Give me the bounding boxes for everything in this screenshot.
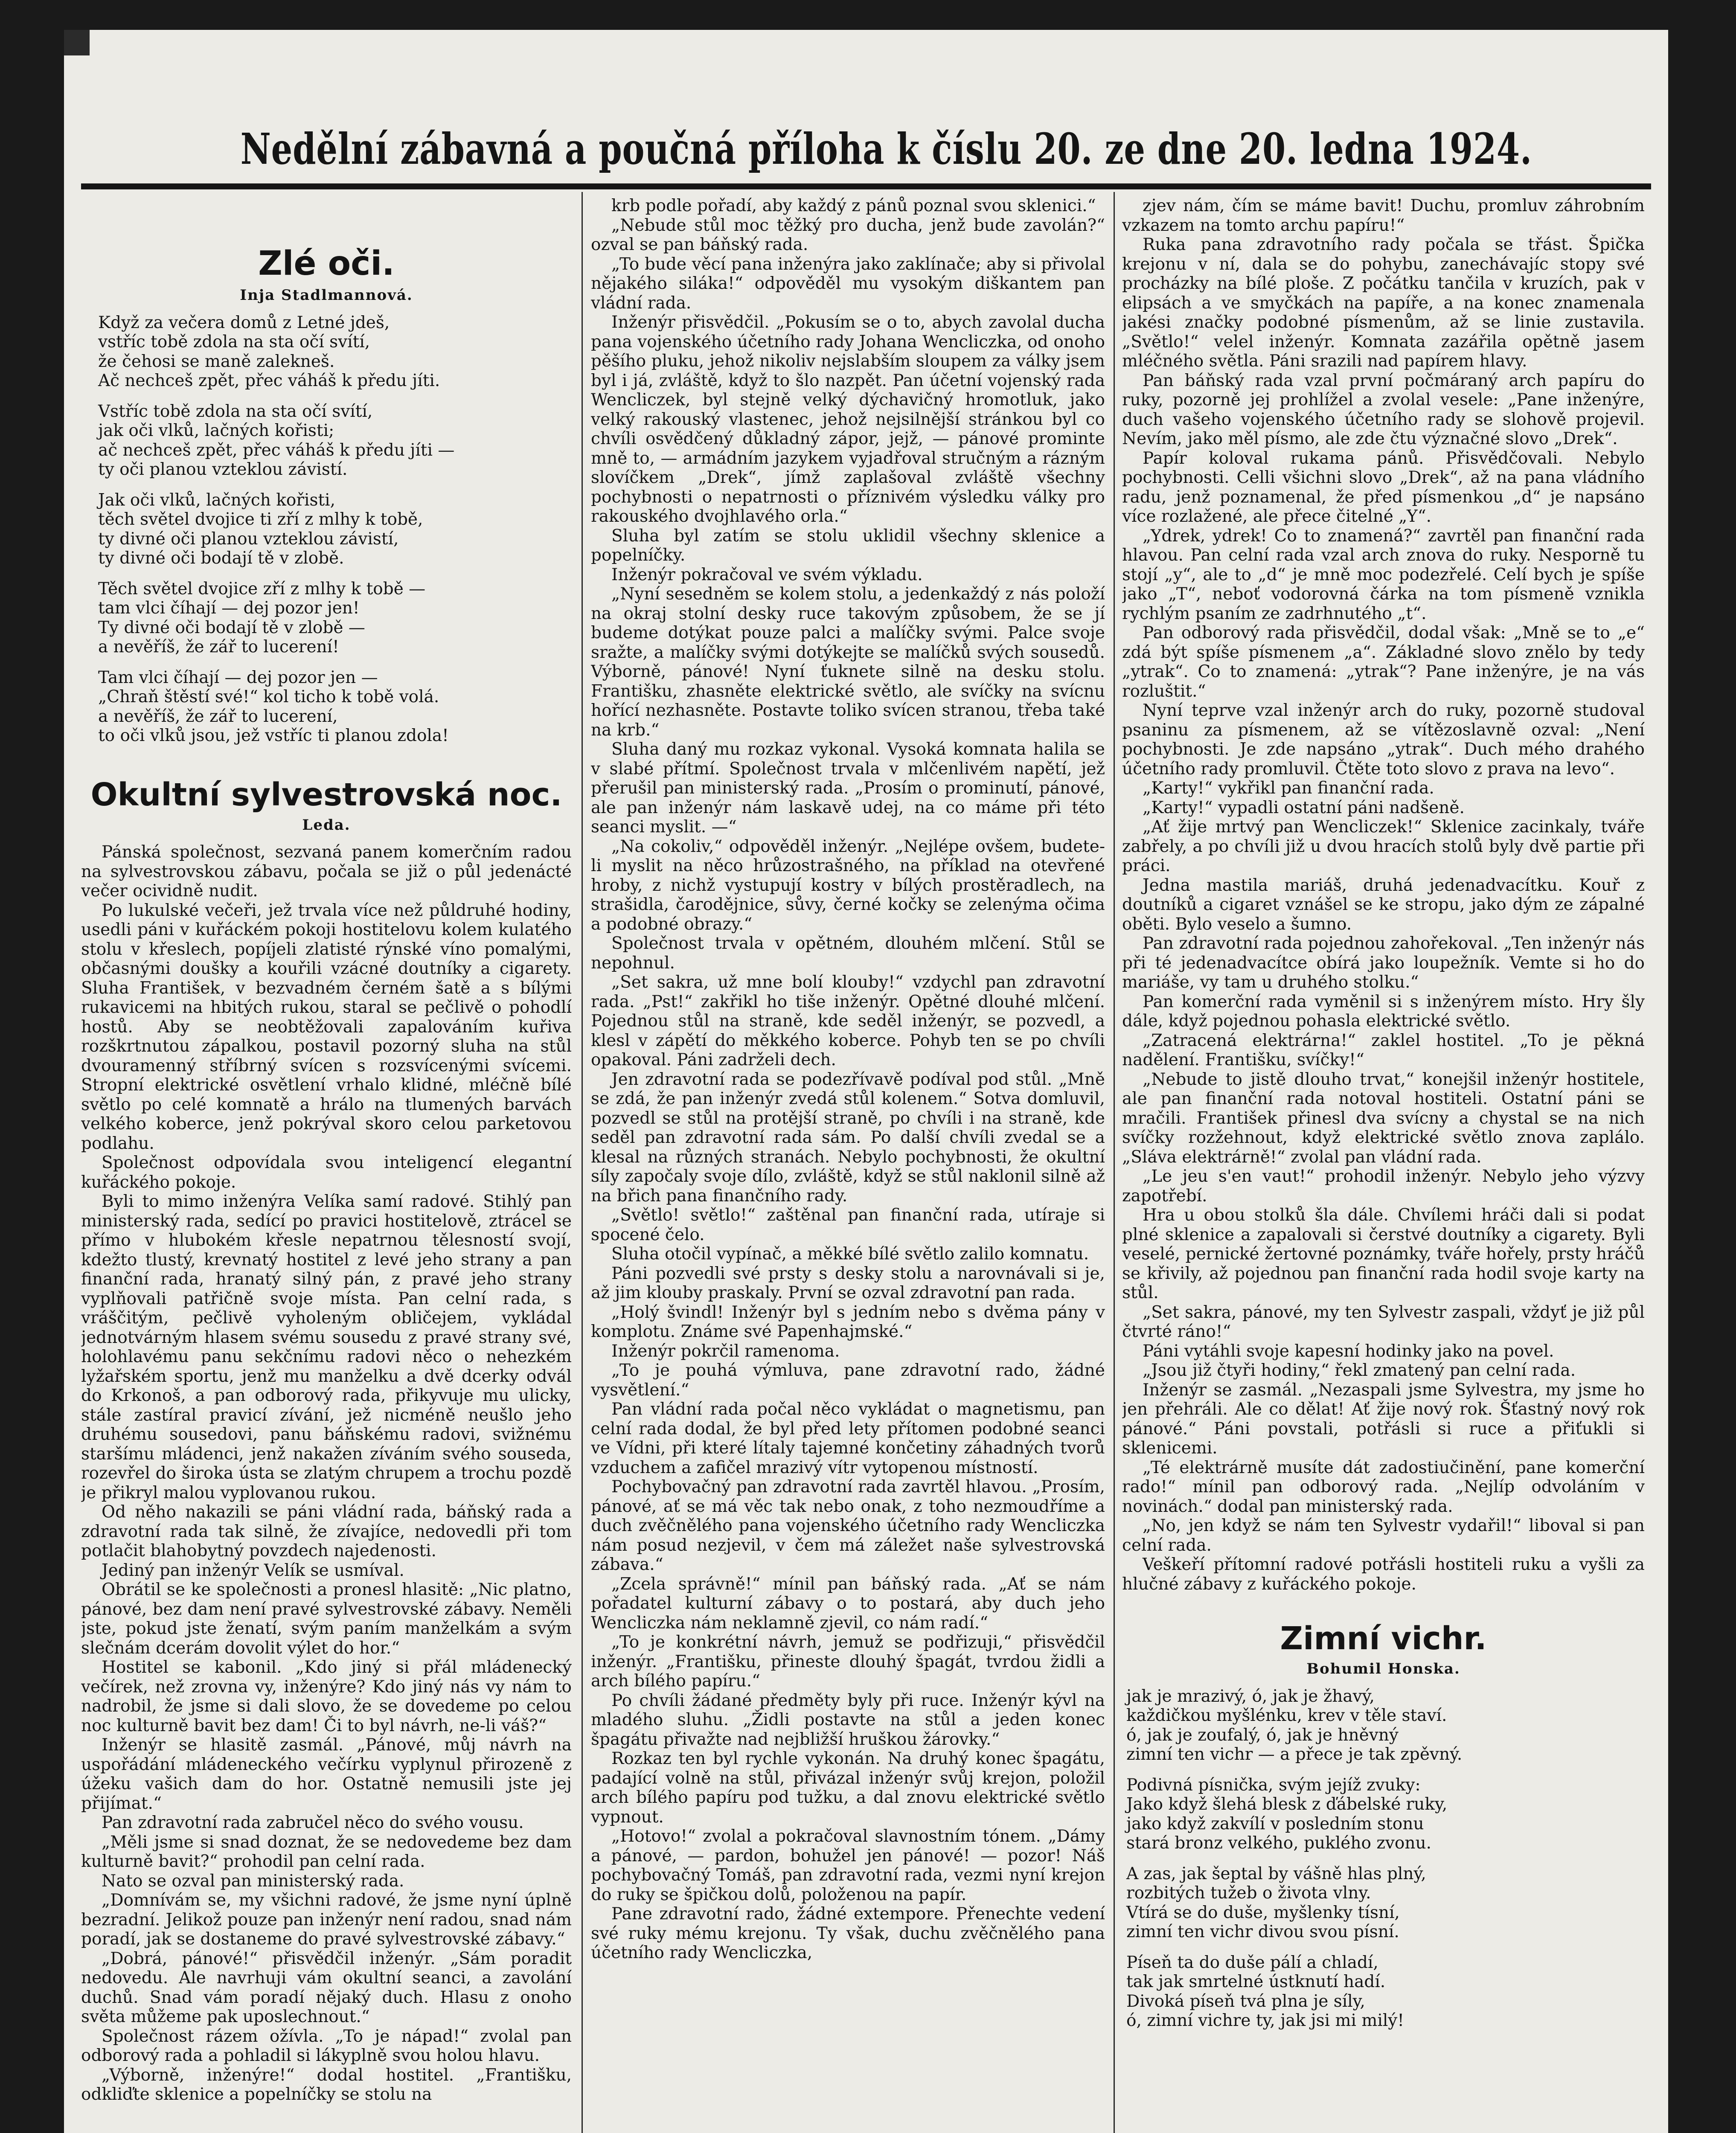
poem-stanza <box>98 491 572 568</box>
scan-corner-shadow <box>64 30 90 55</box>
story-paragraph: „Nyní sesedněm se kolem stolu, a jedenkaždý z nás položí na okraj stolní desky ruce takovým způsobem, že se jí budeme dotýkat pouze palci a malíčky svými. Palce svoje sražte, a malíčky svými dotýkejte se malíčků svých sousedů. Výborně, pánové! Nyní ťuknete silně na desku stolu. Františku, zhasněte elektrické světlo, ale svíčky na svícnu hořící nezhasněte. Postavte toliko svícen stranou, třeba také na krb.“ <box>591 584 1105 740</box>
poem-line: těch světel dvojice ti zří z mlhy k tobě, <box>98 510 423 529</box>
story-paragraph: Pan báňský rada vzal první počmáraný arch papíru do ruky, pozorně jej prohlížel a zvolal vesele: „Pane inženýre, duch vašeho vojenského účetního rady se slohově projevil. Nevím, jako měl písmo, ale zde čtu význačné slovo „Drek“. <box>1122 371 1645 448</box>
story-text-col2 <box>591 196 1105 1963</box>
story-paragraph: Po lukulské večeři, jež trvala více než půldruhé hodiny, usedli páni v kuřáckém pokoji hostitelovu kolem kulatého stolu v křeslech, popíjeli zlatisté rýnské víno pomalými, občasnými doušky a kouřili vzácné doutníky a cigarety. Sluha František, v bezvadném černém šatě a s bílými rukavicemi na hbitých rukou, staral se pečlivě o pohodlí hostů. Aby se neobtěžovali zapalováním kuřiva rozškrtnutou zápalkou, postavil pozorný sluha na stůl dvouramenný stříbrný svícen s rozsvícenými svícemi. Stropní elektrické osvětlení vrhalo klidné, mléčně bílé světlo po celé komnatě a hrálo na tlumených barvách velkého koberce, jenž pokrýval skoro celou parketovou podlahu. <box>81 901 572 1153</box>
story-paragraph: „Jsou již čtyři hodiny,“ řekl zmatený pan celní rada. <box>1143 1361 1576 1380</box>
story-paragraph: Byli to mimo inženýra Velíka samí radové. Stihlý pan ministerský rada, sedící po pravici hostitelově, ztrácel se přímo v hlubokém křesle nepatrnou tělesností svojí, kdežto tlustý, krevnatý hostitel z levé jeho strany a pan finanční rada, hranatý silný pán, z pravé jeho strany vyplňovali patřičně svoje místa. Pan celní rada, s vráščitým, pečlivě vyholeným obličejem, vykládal jednotvárným hlasem svému sousedu z pravé strany své, holohlavému panu sekčnímu radovi něco o nehezkém lyžařském sportu, jenž mu manželku a dvě dcerky odvál do Krkonoš, a pan odborový rada, přikyvuje mu ulicky, stále zastíral pravicí zívání, jež nicméně neušlo jeho druhému sousedovi, panu báňskému radovi, svižnému staršímu mládenci, jenž nakažen zíváním svého souseda, rozevřel do široka ústa se zlatým chrupem a trochu pozdě je přikryl malou vyplovanou rukou. <box>81 1192 572 1502</box>
poem-line: ó, zimní vichre ty, jak jsi mi milý! <box>1126 2011 1405 2030</box>
poem-line: stará bronz velkého, puklého zvonu. <box>1126 1834 1432 1853</box>
story-paragraph: Páni pozvedli své prsty s desky stolu a narovnávali si je, až jim klouby praskaly. První se ozval zdravotní pan rada. <box>591 1264 1105 1302</box>
poem-line: že čehosi se maně zalekneš. <box>98 352 335 371</box>
poem-line: zimní ten vichr — a přece je tak zpěvný. <box>1126 1745 1463 1764</box>
story-paragraph: Inženýr přisvědčil. „Pokusím se o to, abych zavolal ducha pana vojenského účetního rady Johana Wencliczka, od onoho pěšího pluku, jehož nikoliv nejslabším sloupem za války jsem byl i já, zvláště, když to šlo nazpět. Pan účetní vojenský rada Wencliczek, byl stejně velký dýchavičný hromotluk, jako velký rakouský vlastenec, jehož nejsilnější stránkou byl co chvíli osvědčený důkladný zápor, jejž, — pánové prominte mně to, — armádním jazykem vyjadřoval stručným a rázným slovíčkem „Drek“, jímž zaplašoval zvláště všechny pochybnosti o nepatrnosti o příznivém výsledku války pro rakouského dvojhlavého orla.“ <box>591 313 1105 526</box>
story-paragraph: Sluha byl zatím se stolu uklidil všechny sklenice a popelníčky. <box>591 526 1105 565</box>
poem-stanza <box>98 402 572 479</box>
poem1-author: Inja Stadlmannová. <box>240 287 413 304</box>
poem-line: jako když zakvílí v posledním stonu <box>1126 1814 1424 1834</box>
poem-line: Ač nechceš zpět, přec váháš k předu jíti. <box>98 371 440 390</box>
poem-line: Ty divné oči bodají tě v zlobě — <box>98 618 365 637</box>
story-paragraph: Společnost odpovídala svou inteligencí elegantní kuřáckého pokoje. <box>81 1153 572 1192</box>
story-paragraph: Hra u obou stolků šla dále. Chvílemi hráči dali si podat plné sklenice a zapalovali si čerstvé doutníky a cigarety. Byli veselé, pernické žertovné poznámky, tváře hořely, prsty hráčů se křivily, až pojednou pan finanční rada hodil svoje karty na stůl. <box>1122 1206 1645 1302</box>
story-paragraph: „To je pouhá výmluva, pane zdravotní rado, žádné vysvětlení.“ <box>591 1361 1105 1400</box>
story-paragraph: Pan odborový rada přisvědčil, dodal však: „Mně se to „e“ zdá být spíše písmenem „a“. Základné slovo znělo by tedy „ytrak“. Co to znamená: „ytrak“? Pane inženýre, je na vás rozluštit.“ <box>1122 623 1645 701</box>
story-paragraph: Pan komerční rada vyměnil si s inženýrem místo. Hry šly dále, když pojednou pohasla elektrické světlo. <box>1122 992 1645 1031</box>
poem-line: Těch světel dvojice zří z mlhy k tobě — <box>98 579 426 599</box>
poem-line: „Chraň štěstí své!“ kol ticho k tobě volá. <box>98 687 439 706</box>
poem2-author: Bohumil Honska. <box>1306 1660 1460 1677</box>
story-paragraph: „Dobrá, pánové!“ přisvědčil inženýr. „Sám poradit nedovedu. Ale navrhuji vám okultní seanci, a zavolání duchů. Snad vám poradí nějaký duch. Hlasu z onoho světa můžeme pak uposlechnout.“ <box>81 1949 572 2026</box>
newspaper-page <box>64 30 1668 2133</box>
poem-line: tak jak smrtelné ústknutí hadí. <box>1126 1972 1386 1991</box>
poem-stanza <box>98 579 572 657</box>
story-paragraph: „Měli jsme si snad doznat, že se nedovedeme bez dam kulturně bavit?“ prohodil pan celní rada. <box>81 1832 572 1871</box>
poem-line: Divoká píseň tvá plna je síly, <box>1126 1991 1365 2011</box>
story-paragraph: „Světlo! světlo!“ zaštěnal pan finanční rada, utíraje si spocené čelo. <box>591 1206 1105 1244</box>
story-paragraph: „To je konkrétní návrh, jemuž se podřizuji,“ přisvědčil inženýr. „Františku, přineste dlouhý špagát, tvrdou židli a arch bílého papíru.“ <box>591 1633 1105 1691</box>
poem-line: Když za večera domů z Letné jdeš, <box>98 313 390 332</box>
story-paragraph: Rozkaz ten byl rychle vykonán. Na druhý konec špagátu, padající volně na stůl, přivázal inženýr svůj krejon, položil arch bílého papíru pod tužku, a dal znovu elektrické světlo vypnout. <box>591 1749 1105 1827</box>
story-paragraph: Páni vytáhli svoje kapesní hodinky jako na povel. <box>1143 1341 1554 1361</box>
story-paragraph: Pan zdravotní rada zabručel něco do svého vousu. <box>102 1813 524 1832</box>
poem-stanza <box>1126 1687 1645 1764</box>
story-paragraph: Inženýr se hlasitě zasmál. „Pánové, můj návrh na uspořádání mládeneckého večírku vyplynul přirozeně z úžeku vašich dam do hor. Ostatně nemusili jste jej přijímat.“ <box>81 1735 572 1813</box>
story-paragraph: Sluha daný mu rozkaz vykonal. Vysoká komnata halila se v slabé přítmí. Společnost trvala v mlčenlivém napětí, jež přerušil pan ministerský rada. „Prosím o prominutí, pánové, ale pan inženýr nám laskavě udej, na co máme při této seanci myslit. —“ <box>591 740 1105 837</box>
story-paragraph: Pánská společnost, sezvaná panem komerčním radou na sylvestrovskou zábavu, počala se již o půl jedenácté večer ocividně nudit. <box>81 843 572 901</box>
story-paragraph: „Set sakra, už mne bolí klouby!“ vzdychl pan zdravotní rada. „Pst!“ zakřikl ho tiše inženýr. Opětné dlouhé mlčení. Pojednou stůl na straně, kde seděl inženýr, se pozvedl, a klesl v zápětí do měkkého koberce. Pohyb ten se po chvíli opakoval. Páni zadrželi dech. <box>591 973 1105 1069</box>
story-paragraph: „Ať žije mrtvý pan Wencliczek!“ Sklenice zacinkaly, tváře zabřely, a po chvíli již u dvou hracích stolů byly dvě partie při práci. <box>1122 817 1645 875</box>
poem-line: jak je mrazivý, ó, jak je žhavý, <box>1126 1686 1375 1706</box>
story-paragraph: Pochybovačný pan zdravotní rada zavrtěl hlavou. „Prosím, pánové, ať se má věc tak nebo onak, z toho nezmoudříme a duch zvěčnělého pana vojenského účetního rady Wencliczka nám posud nezjevil, v čem má záležet naše sylvestrovská zábava.“ <box>591 1477 1105 1574</box>
poem-stanza <box>1126 1776 1645 1853</box>
story-paragraph: „To bude věcí pana inženýra jako zaklínače; aby si přivolal nějakého siláka!“ odpověděl mu vysokým diškantem pan vládní rada. <box>591 254 1105 313</box>
poem-line: Píseň ta do duše pálí a chladí, <box>1126 1953 1378 1972</box>
column-1 <box>81 196 572 2133</box>
column-3 <box>1122 196 1645 2133</box>
story-paragraph: „Zatracená elektrárna!“ zaklel hostitel. „To je pěkná nadělení. Františku, svíčky!“ <box>1122 1031 1645 1069</box>
story-paragraph: „Karty!“ vykřikl pan finanční rada. <box>1143 779 1434 798</box>
story-paragraph: Společnost rázem ožívla. „To je nápad!“ zvolal pan odborový rada a pohladil si lákyplně svou holou hlavu. <box>81 2026 572 2065</box>
story-paragraph: Nyní teprve vzal inženýr arch do ruky, pozorně studoval psaninu za písmenem, až se vítězoslavně ozval: „Není pochybnosti. Je zde napsáno „ytrak“. Duch mého drahého účetního rady promluvil. Čtěte toto slovo z prava na levo“. <box>1122 701 1645 779</box>
poem-line: jak oči vlků, lačných kořisti; <box>98 421 334 440</box>
story-paragraph: „Nebude stůl moc těžký pro ducha, jenž bude zavolán?“ ozval se pan báňský rada. <box>591 215 1105 254</box>
poem-line: Jako když šlehá blesk z ďábelské ruky, <box>1126 1795 1448 1814</box>
poem-line: Vstříc tobě zdola na sta očí svítí, <box>98 401 373 421</box>
story-paragraph: Obrátil se ke společnosti a pronesl hlasitě: „Nic platno, pánové, bez dam není pravé sylvestrovské zábavy. Neměli jste, pokud jste ženatí, svým paním manželkám a svým slečnám dcerám dovolit výlet do hor.“ <box>81 1580 572 1658</box>
story-paragraph: Jedna mastila mariáš, druhá jedenadvacítku. Kouř z doutníků a cigaret vznášel se ke stropu, jako dým ze zápalné oběti. Bylo veselo a šumno. <box>1122 875 1645 934</box>
poem-line: A zas, jak šeptal by vášně hlas plný, <box>1126 1864 1426 1883</box>
story-paragraph: „No, jen když se nám ten Sylvestr vydařil!“ liboval si pan celní rada. <box>1122 1516 1645 1555</box>
poem1-body <box>98 313 572 746</box>
poem-line: Vtírá se do duše, myšlenky tísní, <box>1126 1903 1400 1922</box>
story-paragraph: Nato se ozval pan ministerský rada. <box>102 1871 404 1891</box>
poem-stanza <box>98 668 572 746</box>
poem1-title: Zlé oči. <box>258 244 395 283</box>
poem-line: tam vlci číhají — dej pozor jen! <box>98 599 360 618</box>
story-paragraph: „Zcela správně!“ mínil pan báňský rada. „Ať se nám pořadatel kulturní zábavy o to postará, aby duch jeho Wencliczka nám neklamně zjevil, co nám radí.“ <box>591 1574 1105 1633</box>
poem-line: a nevěříš, že zář to lucerení! <box>98 637 339 657</box>
story-paragraph: Inženýr pokračoval ve svém výkladu. <box>611 565 923 584</box>
story-paragraph: Pan vládní rada počal něco vykládat o magnetismu, pan celní rada dodal, že byl před lety přítomen podobné seanci ve Vídni, při které lítaly tajemné končetiny záhadných tvorů vzduchem a zafičel mrazivý vítr vytopenou místností. <box>591 1400 1105 1477</box>
poem-line: Jak oči vlků, lačných kořisti, <box>98 490 336 510</box>
story-paragraph: „Le jeu s'en vaut!“ prohodil inženýr. Nebylo jeho výzvy zapotřebí. <box>1122 1167 1645 1206</box>
story-paragraph: Po chvíli žádané předměty byly při ruce. Inženýr kývl na mladého sluhu. „Židli postavte na stůl a jeden konec špagátu přivažte nad nejbližší hruškou žárovky.“ <box>591 1691 1105 1749</box>
story-paragraph: Papír koloval rukama pánů. Přisvědčovali. Nebylo pochybnosti. Celli všichni slovo „Drek“, až na pana vládního radu, jenž poznamenal, že před písmenkou „d“ je napsáno více rozlažené, ale přece čitelné „Y“. <box>1122 448 1645 526</box>
poem-line: vstříc tobě zdola na sta očí svítí, <box>98 332 370 352</box>
story-paragraph: „Set sakra, pánové, my ten Sylvestr zaspali, vždyť je již půl čtvrté ráno!“ <box>1122 1302 1645 1341</box>
story-paragraph: Jediný pan inženýr Velík se usmíval. <box>102 1561 404 1580</box>
poem-line: ó, jak je zoufalý, ó, jak je hněvný <box>1126 1725 1399 1745</box>
poem-line: to oči vlků jsou, jež vstříc ti planou zdola! <box>98 726 449 745</box>
story-paragraph: „Hotovo!“ zvolal a pokračoval slavnostním tónem. „Dámy a pánové, — pardon, bohužel jen pánové! — pozor! Náš pochybovačný Tomáš, pan zdravotní rada, vezmi nyní krejon do ruky se špičkou dolů, položenou na papír. <box>591 1827 1105 1904</box>
story-paragraph: „Nebude to jistě dlouho trvat,“ konejšil inženýr hostitele, ale pan finanční rada notoval hostiteli. Ostatní páni se mračili. František přinesl dva svícny a chystal se na nich svíčky rozžehnout, když elektrické světlo znova zaplálo. „Sláva elektrárně!“ zvolal pan vládní rada. <box>1122 1069 1645 1167</box>
poem-line: ty oči planou vzteklou závistí. <box>98 460 348 479</box>
story-paragraph: Pan zdravotní rada pojednou zahořekoval. „Ten inženýr nás při té jedenadvacítce obírá jako loupežník. Vemte si ho do mariáše, vy tam u druhého stolku.“ <box>1122 934 1645 992</box>
story-paragraph: „Ydrek, ydrek! Co to znamená?“ zavrtěl pan finanční rada hlavou. Pan celní rada vzal arch znova do ruky. Nesporně tu stojí „y“, ale to „d“ je mně moc podezřelé. Celí bych je spíše jako „T“, neboť vodorovná čárka na tom písmeně vznikla rychlým psaním ze zadrhnutého „t“. <box>1122 526 1645 623</box>
story-paragraph: Sluha otočil vypínač, a měkké bílé světlo zalilo komnatu. <box>611 1244 1089 1264</box>
poem-stanza <box>1126 1864 1645 1942</box>
poem2-title: Zimní vichr. <box>1280 1620 1487 1657</box>
poem-line: Podivná písnička, svým jejíž zvuky: <box>1126 1775 1421 1795</box>
poem-line: a nevěříš, že zář to lucerení, <box>98 706 338 726</box>
story-paragraph: Veškeří přítomní radové potřásli hostiteli ruku a vyšli za hlučné zábavy z kuřáckého pokoje. <box>1122 1555 1645 1594</box>
column-rule-1 <box>582 192 583 2133</box>
story-paragraph: Hostitel se kabonil. „Kdo jiný si přál mládenecký večírek, než zrovna vy, inženýre? Kdo jiný nás vy nám to nadrobil, že jsme si dali slovo, že se dovedeme po celou noc kulturně bavit bez dam! Či to byl návrh, ne-li váš?“ <box>81 1658 572 1735</box>
masthead-rule <box>81 183 1651 189</box>
poem-stanza <box>98 313 572 391</box>
poem-stanza <box>1126 1953 1645 2031</box>
story-author: Leda. <box>302 816 351 834</box>
story-paragraph: Od něho nakazili se páni vládní rada, báňský rada a zdravotní rada tak silně, že zívajíce, nedovedli při tom potlačit blahobytný povzdech najedenosti. <box>81 1502 572 1561</box>
column-rule-2 <box>1114 192 1115 2133</box>
story-title: Okultní sylvestrovská noc. <box>90 776 562 813</box>
story-paragraph: „Výborně, inženýre!“ dodal hostitel. „Františku, odkliďte sklenice a popelníčky se stolu na <box>81 2065 572 2104</box>
story-paragraph: Společnost trvala v opětném, dlouhém mlčení. Stůl se nepohnul. <box>591 934 1105 973</box>
story-paragraph: Inženýr pokrčil ramenoma. <box>611 1341 840 1361</box>
story-paragraph: Jen zdravotní rada se podezřívavě podíval pod stůl. „Mně se zdá, že pan inženýr zvedá stůl kolenem.“ Sotva domluvil, pozvedl se stůl na protější straně, po chvíli i na straně, kde seděl pan zdravotní rada sám. Po další chvíli zvedal se a klesal na různých stranách. Nebylo pochybnosti, že okultní síly započaly svoje dílo, zvláště, když se stůl naklonil silně až na břich pana finančního rady. <box>591 1069 1105 1206</box>
story-text-col3 <box>1122 196 1645 1594</box>
story-paragraph: „Na cokoliv,“ odpověděl inženýr. „Nejlépe ovšem, budete-li myslit na něco hrůzostrašného, na příklad na otevřené hroby, z nichž vystupují kostry v bílých prostěradlech, na strašidla, čarodějnice, sůvy, černé kočky se zelenýma očima a podobné obrazy.“ <box>591 837 1105 934</box>
poem-line: Tam vlci číhají — dej pozor jen — <box>98 668 378 687</box>
story-paragraph: „Té elektrárně musíte dát zadostiučinění, pane komerční rado!“ mínil pan odborový rada. „Nejlíp odvoláním v novinách.“ dodal pan ministerský rada. <box>1122 1458 1645 1516</box>
story-paragraph: Ruka pana zdravotního rady počala se třást. Špička krejonu v ní, dala se do pohybu, zanechávajíc stopy své procházky na bílé ploše. Z počátku tančila v kruzích, pak v elipsách a ve smyčkách na papíře, a na konec znamenala jakési značky podobné písmenům, až se linie zustavila. „Světlo!“ velel inženýr. Komnata zazářila opětně jasem mléčného světla. Páni srazili nad papírem hlavy. <box>1122 235 1645 371</box>
poem-line: zimní ten vichr divou svou písní. <box>1126 1922 1399 1941</box>
story-paragraph: krb podle pořadí, aby každý z pánů poznal svou sklenici.“ <box>611 196 1096 215</box>
story-paragraph: Inženýr se zasmál. „Nezaspali jsme Sylvestra, my jsme ho jen přehráli. Ale co dělat! Ať žije nový rok. Šťastný nový rok pánové.“ Páni povstali, potřásli si ruce a přiťukli si sklenicemi. <box>1122 1380 1645 1458</box>
poem2-body <box>1126 1687 1645 2031</box>
poem-line: ty divné oči planou vzteklou závistí, <box>98 529 399 549</box>
poem-line: rozbitých tužeb o života vlny. <box>1126 1883 1371 1903</box>
story-paragraph: zjev nám, čím se máme bavit! Duchu, promluv záhrobním vzkazem na tomto archu papíru!“ <box>1122 196 1645 235</box>
story-paragraph: Pane zdravotní rado, žádné extempore. Přenechte vedení své ruky mému krejonu. Ty však, duchu zvěčnělého pana účetního rady Wencliczka, <box>591 1904 1105 1962</box>
column-2 <box>591 196 1105 2133</box>
story-paragraph: „Karty!“ vypadli ostatní páni nadšeně. <box>1143 798 1465 817</box>
story-paragraph: „Holý švindl! Inženýr byl s jedním nebo s dvěma pány v komplotu. Známe své Papenhajmské.“ <box>591 1302 1105 1341</box>
poem-line: ač nechceš zpět, přec váháš k předu jíti — <box>98 440 455 460</box>
poem-line: ty divné oči bodají tě v zlobě. <box>98 549 344 568</box>
story-paragraph: „Domnívám se, my všichni radové, že jsme nyní úplně bezradní. Jelikož pouze pan inženýr není radou, snad nám poradí, jak se dostaneme do pravé sylvestrovské zábavy.“ <box>81 1891 572 1949</box>
story-text-col1 <box>81 843 572 2104</box>
poem-line: každičkou myšlénku, krev v těle staví. <box>1126 1706 1447 1725</box>
masthead: Nedělní zábavná a poučná příloha k číslu 20. ze dne 20. ledna 1924. <box>240 124 1532 174</box>
